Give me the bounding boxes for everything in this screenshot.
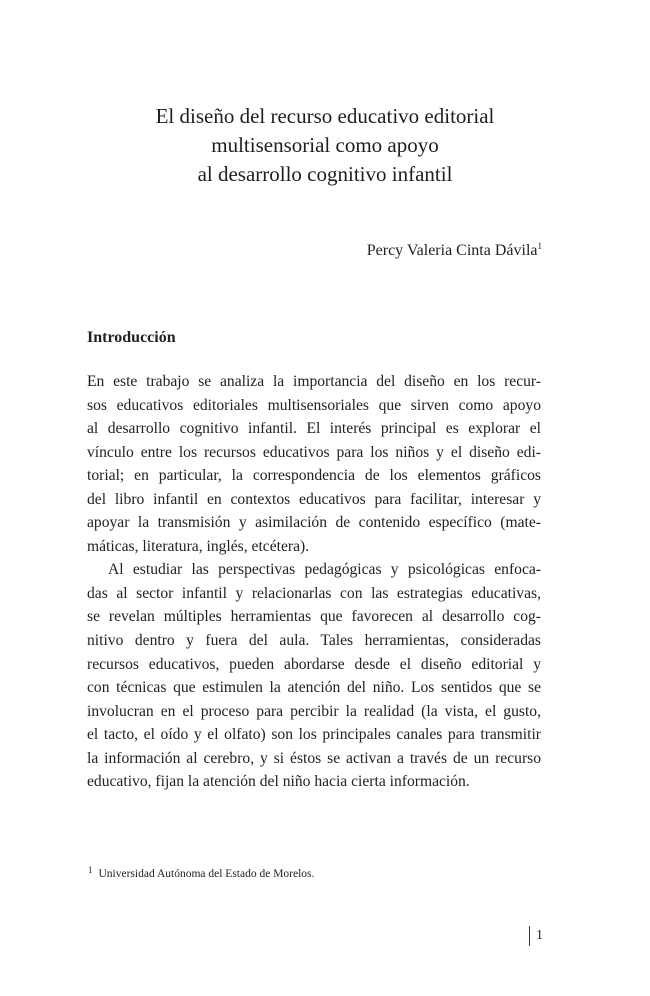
title-line: El diseño del recurso educativo editorial (155, 104, 495, 128)
footnote-mark: 1 (88, 865, 93, 875)
text-line: se revelan múltiples herramientas que favorecen al desarrollo cog- (87, 608, 541, 626)
title-line: multisensorial como apoyo (211, 133, 439, 157)
text-line: educativo, fijan la atención del niño hacia cierta información. (87, 773, 470, 791)
text-line: involucran en el proceso para percibir la realidad (la vista, el gusto, (87, 702, 541, 720)
text-line: Al estudiar las perspectivas pedagógicas y psicológicas enfoca- (108, 561, 541, 579)
footnote-text: Universidad Autónoma del Estado de Morelos. (98, 868, 315, 880)
text-line: con técnicas que estimulen la atención del niño. Los sentidos que se (87, 679, 541, 697)
page-number: 1 (529, 926, 543, 946)
text-line: das al sector infantil y relacionarlas con las estrategias educativas, (87, 584, 541, 602)
text-line: del libro infantil en contextos educativos para facilitar, interesar y (87, 490, 541, 508)
text-line: nitivo dentro y fuera del aula. Tales herramientas, consideradas (87, 632, 541, 650)
text-line: vínculo entre los recursos educativos para los niños y el diseño edi- (87, 443, 541, 461)
author-name: Percy Valeria Cinta Dávila (366, 242, 538, 259)
author-byline (367, 241, 542, 261)
text-line: el tacto, el oído y el olfato) son los principales canales para transmitir (87, 726, 541, 744)
footnote (88, 862, 314, 882)
article-title (60, 102, 590, 189)
text-line: apoyar la transmisión y asimilación de contenido específico (mate- (87, 514, 541, 532)
text-line: máticas, literatura, inglés, etcétera). (87, 537, 310, 555)
text-line: torial; en particular, la correspondencia de los elementos gráficos (87, 467, 541, 485)
title-line: al desarrollo cognitivo infantil (197, 162, 453, 186)
author-footnote-ref: 1 (537, 241, 542, 251)
text-line: sos educativos editoriales multisensoriales que sirven como apoyo (87, 396, 541, 414)
text-line: En este trabajo se analiza la importancia del diseño en los recur- (87, 373, 541, 390)
body-text (87, 370, 541, 794)
text-line: recursos educativos, pueden abordarse desde el diseño editorial y (87, 655, 541, 673)
text-line: la información al cerebro, y si éstos se activan a través de un recurso (87, 749, 541, 767)
text-line: al desarrollo cognitivo infantil. El interés principal es explorar el (87, 420, 541, 438)
section-heading: Introducción (87, 329, 176, 346)
